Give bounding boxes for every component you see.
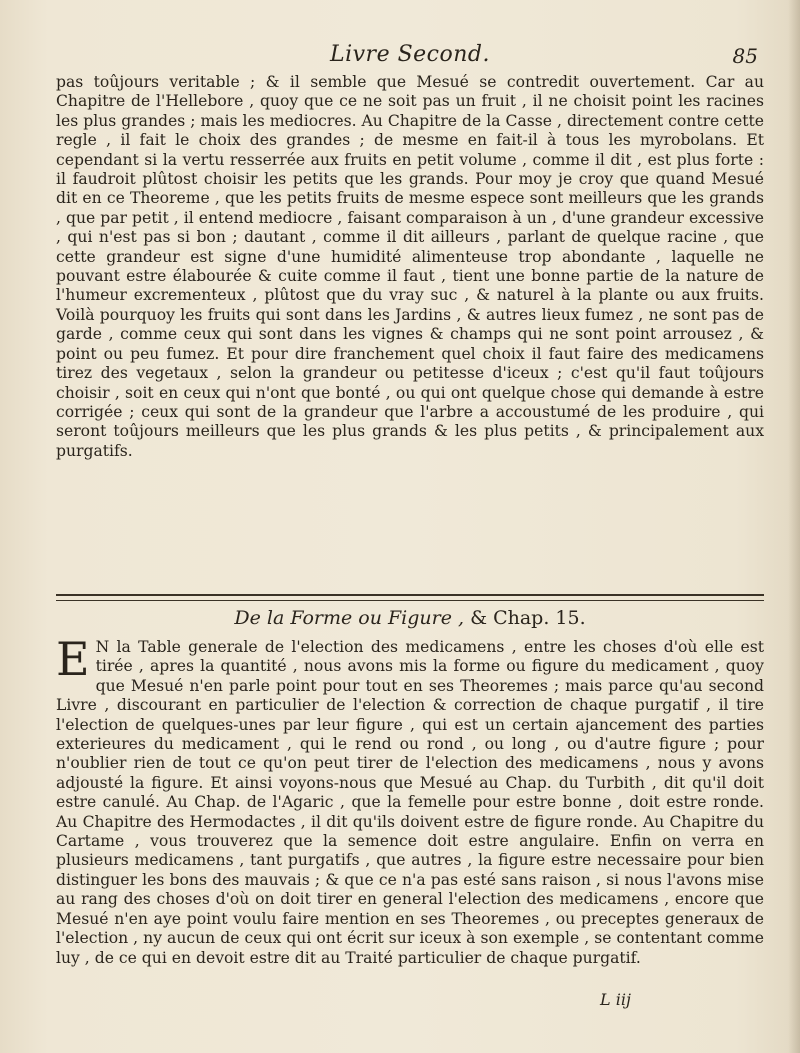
section-divider — [56, 594, 764, 601]
drop-cap: E — [56, 632, 90, 686]
paragraph-1: pas toûjours veritable ; & il semble que Mesué se contredit ouvertement. Car au Chapitre de l'Hellebore , quoy que ce ne soit pas un fruit , il ne choisit point les racines les plus grandes ; mais les mediocres. Au Chapitre de la Casse , directement contre cette regle , il fait le choix des grandes ; de mesme en fait-il à tous les myrobolans. Et cependant si la vertu resserrée aux fruits en petit volume , comme il dit , est plus forte : il faudroit plûtost choisir les petits que les grands. Pour moy je croy que quand Mesué dit en ce Theoreme , que les petits fruits de mesme espece sont meilleurs que les grands , que par petit , il entend mediocre , faisant comparaison à un , d'une grandeur excessive , qui n'est pas si bon ; dautant , comme il dit ailleurs , parlant de quelque racine , que cette grandeur est signe d'une humidité alimenteuse trop abondante , laquelle ne pouvant estre élabourée & cuite comme il faut , tient une bonne partie de la nature de l'humeur excrementeux , plûtost que du vray suc , & naturel à la plante ou aux fruits. Voilà pourquoy les fruits qui sont dans les Jardins , & autres lieux fumez , ne sont pas de garde , comme ceux qui sont dans les vignes & champs qui ne sont point arrousez , & point ou peu fumez. Et pour dire franchement quel choix il faut faire des medicamens tirez des vegetaux , selon la grandeur ou petitesse d'iceux ; c'est qu'il faut toûjours choisir , soit en ceux qui n'ont que bonté , ou qui ont quelque chose qui demande à estre corrigée ; ceux qui sont de la grandeur que l'arbre a accoustumé de les produire , qui seront toûjours meilleurs que les plus grands & les plus petits , & principalement aux purgatifs. — [56, 73, 764, 460]
section-title — [56, 607, 764, 629]
paragraph-2 — [56, 632, 764, 968]
signature-mark: L iij — [600, 990, 631, 1009]
page-header — [60, 42, 760, 72]
paragraph-2-text: N la Table generale de l'election des medicamens , entre les choses d'où elle est tirée , apres la quantité , nous avons mis la forme ou figure du medicament , quoy que Mesué n'en parle point pour tout en ses Theoremes ; mais parce qu'au second Livre , discourant en particulier de l'election & correction de chaque purgatif , il tire l'election de quelques-unes par leur figure , qui est un certain ajancement des parties exterieures du medicament , qui le rend ou rond , ou long , ou d'autre figure ; pour n'oublier rien de tout ce qu'on peut tirer de l'election des medicamens , nous y avons adjousté la figure. Et ainsi voyons-nous que Mesué au Chap. du Turbith , dit qu'il doit estre canulé. Au Chap. de l'Agaric , que la femelle pour estre bonne , doit estre ronde. Au Chapitre des Hermodactes , il dit qu'ils doivent estre de figure ronde. Au Chapitre du Cartame , vous trouverez que la semence doit estre angulaire. Enfin on verra en plusieurs medicamens , tant purgatifs , que autres , la figure estre necessaire pour bien distinguer les bons des mauvais ; & que ce n'a pas esté sans raison , si nous l'avons mise au rang des choses d'où on doit tirer en general l'election des medicamens , encore que Mesué n'en aye point voulu faire mention en ses Theoremes , ou preceptes generaux de l'election , ny aucun de ceux qui ont écrit sur iceux à son exemple , se contentant comme luy , de ce qui en devoit estre dit au Traité particulier de chaque purgatif. — [56, 638, 764, 967]
page-number: 85 — [732, 44, 758, 68]
section-title-italic: De la Forme ou Figure , — [234, 607, 465, 629]
section-title-chapter: & Chap. 15. — [470, 607, 586, 629]
page-edge-shadow — [788, 0, 800, 1053]
running-head: Livre Second. — [329, 42, 490, 67]
